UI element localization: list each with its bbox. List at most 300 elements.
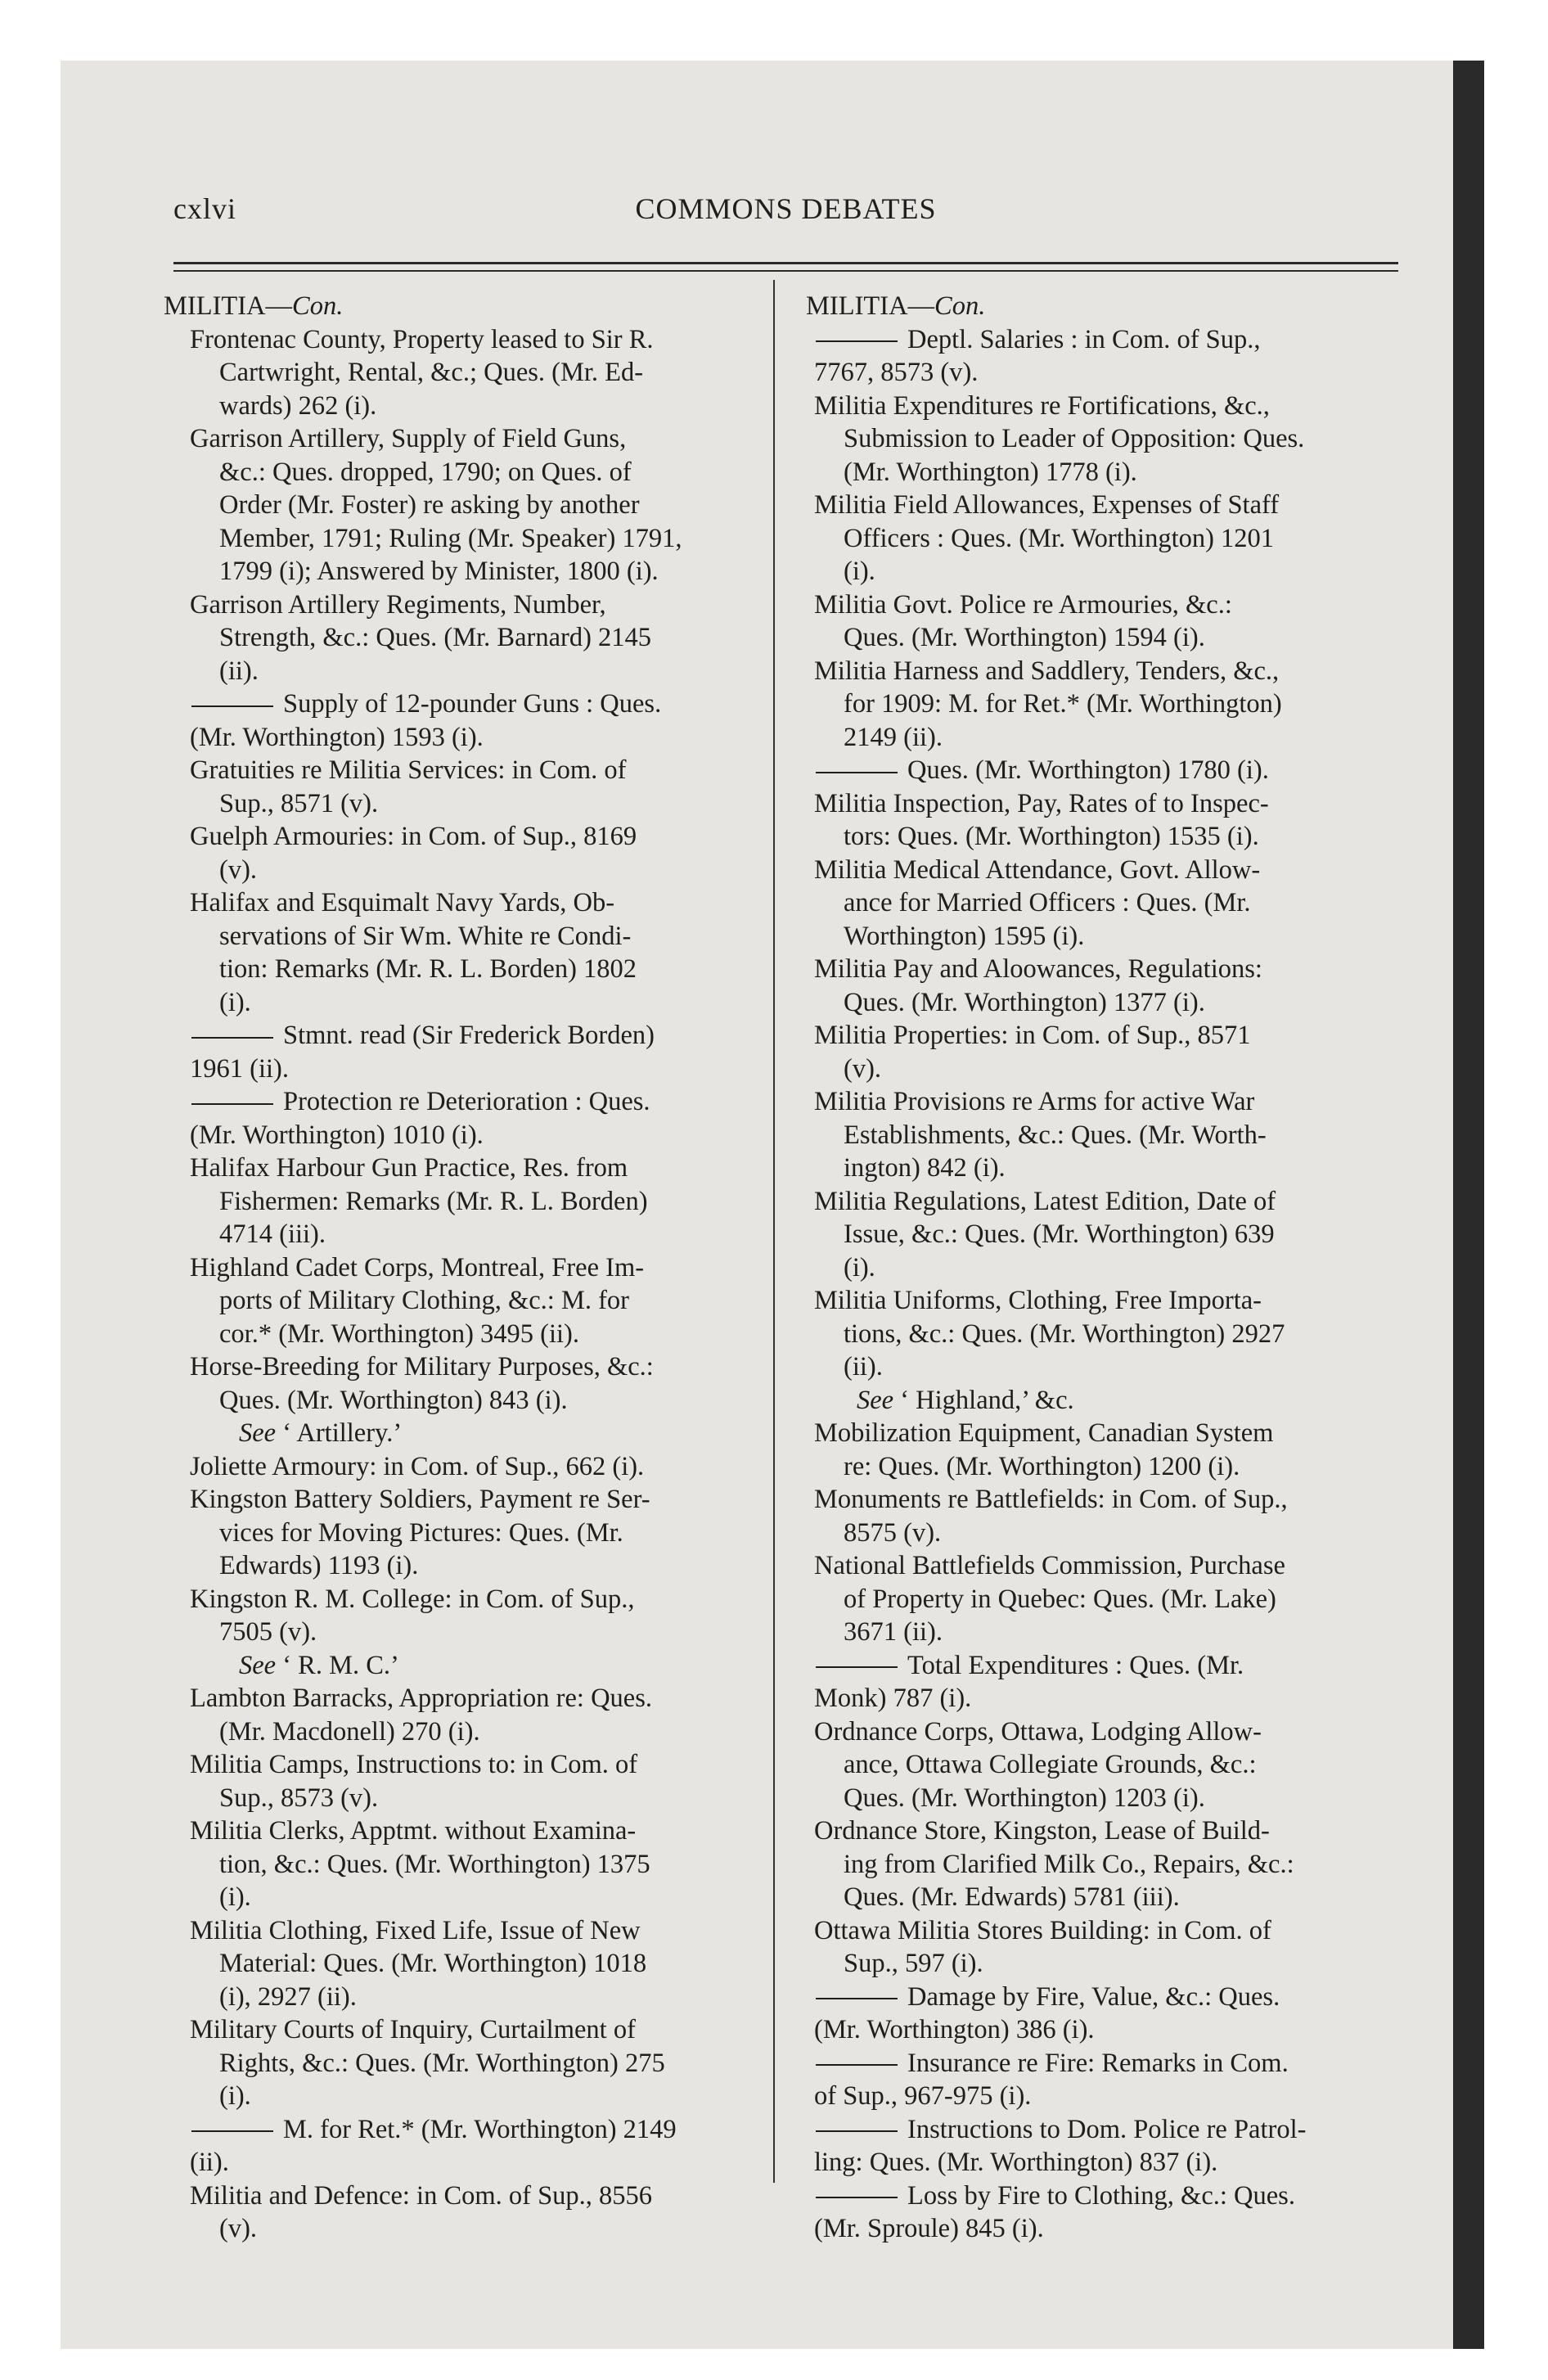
index-entry-line	[191, 356, 745, 390]
index-entry-text: Militia Camps, Instructions to: in Com. of	[190, 1750, 638, 1779]
index-entry	[164, 2179, 745, 2246]
index-entry-text: wards) 262 (i).	[219, 390, 377, 421]
index-entry-line	[191, 787, 745, 821]
index-entry-text: Total Expenditures : Ques. (Mr.	[907, 1650, 1244, 1680]
index-entry-text: Highland Cadet Corps, Montreal, Free Im-	[190, 1252, 645, 1282]
index-entry-line	[191, 2146, 745, 2179]
index-entry	[806, 1814, 1387, 1914]
index-entry-line	[191, 1947, 745, 1981]
index-entry	[164, 886, 745, 1019]
index-entry-line	[816, 1583, 1387, 1616]
index-entry-line	[191, 456, 745, 489]
index-entry-text: (v).	[219, 2214, 258, 2243]
index-entry-line	[816, 1450, 1387, 1484]
index-entry	[806, 1085, 1387, 1185]
index-entry-text: M. for Ret.* (Mr. Worthington) 2149	[283, 2114, 677, 2144]
index-entry-text: Establishments, &c.: Ques. (Mr. Worth-	[844, 1120, 1267, 1150]
index-entry-text: (ii).	[844, 1352, 883, 1382]
index-entry-line	[816, 1748, 1387, 1782]
see-label: See	[857, 1385, 894, 1415]
index-entry-text: cor.* (Mr. Worthington) 3495 (ii).	[219, 1318, 580, 1349]
index-column-left	[164, 290, 745, 2246]
index-entry-text: (Mr. Worthington) 1778 (i).	[844, 457, 1137, 487]
index-subentry	[164, 687, 745, 754]
index-entry-text: Ques. (Mr. Worthington) 1780 (i).	[907, 755, 1269, 785]
index-entry-line	[816, 1152, 1387, 1185]
index-entry-line	[191, 1782, 745, 1815]
index-entry-line	[191, 2179, 745, 2213]
index-entry	[164, 1251, 745, 1351]
index-entry-line	[191, 1384, 745, 1418]
index-entry	[806, 953, 1387, 1019]
index-entry-line	[191, 687, 745, 721]
index-entry-text: Militia Clothing, Fixed Life, Issue of New	[190, 1915, 641, 1945]
index-subentry	[806, 1649, 1387, 1715]
index-entry-text: 8575 (v).	[844, 1517, 942, 1548]
index-entry-text: Edwards) 1193 (i).	[219, 1551, 419, 1580]
index-subentry	[806, 1981, 1387, 2047]
index-entry-line	[191, 1085, 745, 1119]
page-number: cxlvi	[173, 192, 236, 225]
index-entry-text: tions, &c.: Ques. (Mr. Worthington) 2927	[844, 1318, 1285, 1349]
index-entry-line	[191, 2113, 745, 2147]
index-entry-text: ington) 842 (i).	[844, 1153, 1006, 1183]
index-subentry	[806, 754, 1387, 787]
index-entry-line	[816, 1981, 1387, 2014]
index-entry-line	[816, 2212, 1387, 2246]
index-entry	[164, 2013, 745, 2113]
index-entry-line	[816, 323, 1387, 357]
index-entry-line	[191, 422, 745, 456]
index-entry-line	[191, 1450, 745, 1484]
index-entry-line	[816, 2146, 1387, 2179]
index-entry	[806, 655, 1387, 755]
index-entry	[164, 1748, 745, 1814]
index-entry-text: Worthington) 1595 (i).	[844, 921, 1085, 951]
ditto-dash	[816, 2130, 898, 2132]
index-entry-line	[191, 2047, 745, 2080]
index-entry-text: Guelph Armouries: in Com. of Sup., 8169	[190, 822, 637, 851]
index-entry-text: Militia Field Allowances, Expenses of Staff	[814, 490, 1280, 520]
index-entry-text: Militia and Defence: in Com. of Sup., 8556	[190, 2180, 653, 2211]
index-entry-line	[816, 1119, 1387, 1152]
index-entry-text: Halifax and Esquimalt Navy Yards, Ob-	[190, 888, 615, 917]
index-entry	[806, 1914, 1387, 1981]
ditto-dash	[191, 1103, 273, 1105]
index-entry-line	[191, 1549, 745, 1583]
index-entry-text: ance for Married Officers : Ques. (Mr.	[844, 888, 1251, 917]
index-entry-text: Ques. (Mr. Edwards) 5781 (iii).	[844, 1882, 1180, 1912]
index-entry-line	[816, 1814, 1387, 1848]
index-entry-text: Frontenac County, Property leased to Sir R.	[190, 324, 654, 354]
index-entry-text: Kingston Battery Soldiers, Payment re Ser-	[190, 1485, 650, 1514]
index-entry-line	[191, 1483, 745, 1517]
index-entry-line	[816, 1483, 1387, 1517]
page-edge-shadow	[1453, 61, 1484, 2349]
ditto-dash	[816, 2064, 898, 2066]
index-entry-text: ‘ Highland,’ &c.	[900, 1385, 1074, 1415]
index-entry-text: tion, &c.: Ques. (Mr. Worthington) 1375	[219, 1849, 650, 1879]
index-entry-line	[191, 2080, 745, 2113]
index-entry	[164, 1152, 745, 1251]
index-entry-text: (i).	[219, 1882, 251, 1912]
index-entry-text: Instructions to Dom. Police re Patrol-	[907, 2114, 1307, 2144]
index-entry-line	[191, 1715, 745, 1749]
index-entry-line	[816, 1782, 1387, 1815]
index-entry-text: (Mr. Sproule) 845 (i).	[814, 2214, 1044, 2243]
index-entry-line	[191, 754, 745, 787]
index-entry-text: Joliette Armoury: in Com. of Sup., 662 (i).	[190, 1451, 645, 1481]
index-subentry	[806, 2047, 1387, 2113]
index-entry-line	[191, 1682, 745, 1715]
index-entry-text: 2149 (ii).	[844, 722, 943, 752]
index-entry-text: vices for Moving Pictures: Ques. (Mr.	[219, 1517, 623, 1548]
index-entry-line	[241, 1417, 745, 1450]
index-entry-line	[191, 1284, 745, 1318]
index-cross-reference	[806, 1384, 1387, 1418]
index-entry-line	[816, 1085, 1387, 1119]
index-entry-text: Officers : Ques. (Mr. Worthington) 1201	[844, 523, 1275, 553]
index-entry	[164, 1814, 745, 1914]
index-entry	[806, 588, 1387, 655]
index-subentry	[164, 2113, 745, 2179]
index-entry-line	[191, 1019, 745, 1053]
index-entry-line	[816, 721, 1387, 755]
index-entry-line	[191, 1616, 745, 1649]
index-entry-text: Militia Provisions re Arms for active War	[814, 1087, 1255, 1116]
index-entry-line	[816, 886, 1387, 920]
index-entry	[806, 1715, 1387, 1815]
index-entry-text: ‘ R. M. C.’	[282, 1650, 399, 1680]
index-entry-text: Militia Uniforms, Clothing, Free Importa-	[814, 1286, 1262, 1315]
index-entry-line	[816, 2047, 1387, 2080]
index-entry-line	[816, 1218, 1387, 1251]
index-entry-line	[816, 1019, 1387, 1053]
index-entry-text: 3671 (ii).	[844, 1617, 943, 1647]
index-entry-line	[191, 886, 745, 920]
index-entry-text: Stmnt. read (Sir Frederick Borden)	[283, 1021, 655, 1050]
index-entry-text: Ordnance Corps, Ottawa, Lodging Allow-	[814, 1716, 1262, 1747]
index-entry-text: Ordnance Store, Kingston, Lease of Build-	[814, 1816, 1270, 1846]
index-entry-line	[816, 1417, 1387, 1450]
index-entry-line	[816, 1284, 1387, 1318]
index-entry-text: Garrison Artillery, Supply of Field Guns,	[190, 424, 627, 453]
index-entry-line	[191, 655, 745, 688]
section-heading: MILITIA—Con.	[164, 291, 344, 321]
index-entry	[164, 1583, 745, 1649]
index-entry-text: 7767, 8573 (v).	[814, 358, 979, 387]
index-entry-text: Monk) 787 (i).	[814, 1684, 972, 1713]
index-entry-text: Kingston R. M. College: in Com. of Sup.,	[190, 1584, 635, 1614]
index-entry-text: (i).	[844, 557, 875, 586]
index-entry-line	[191, 1318, 745, 1351]
index-entry-text: ‘ Artillery.’	[282, 1418, 403, 1448]
index-entry-line	[816, 2113, 1387, 2147]
index-entry-text: Ques. (Mr. Worthington) 1203 (i).	[844, 1783, 1205, 1813]
index-entry-line	[191, 1218, 745, 1251]
index-entry	[806, 1019, 1387, 1085]
index-entry-line	[816, 1053, 1387, 1086]
index-entry-line	[191, 1251, 745, 1285]
index-entry-text: &c.: Ques. dropped, 1790; on Ques. of	[219, 457, 632, 487]
index-entry-text: (i).	[844, 1252, 875, 1282]
index-entry-line	[816, 2179, 1387, 2213]
ditto-dash	[816, 1998, 898, 1999]
see-label: See	[239, 1418, 277, 1448]
index-entry-text: of Property in Quebec: Ques. (Mr. Lake)	[844, 1584, 1276, 1614]
index-entry-text: Damage by Fire, Value, &c.: Ques.	[907, 1981, 1280, 2012]
see-label: See	[239, 1650, 277, 1680]
index-entry-line	[816, 1881, 1387, 1914]
index-entry-line	[191, 323, 745, 357]
index-entry-text: Militia Properties: in Com. of Sup., 8571	[814, 1021, 1251, 1050]
column-divider	[773, 280, 775, 2183]
index-entry-line	[191, 1748, 745, 1782]
index-entry-line	[191, 721, 745, 755]
index-entry-line	[816, 621, 1387, 655]
index-entry	[806, 489, 1387, 588]
index-entry-line	[816, 854, 1387, 887]
index-entry-line	[816, 2080, 1387, 2113]
index-entry-text: 7505 (v).	[219, 1617, 317, 1647]
ditto-dash	[191, 2130, 273, 2132]
index-entry-text: ling: Ques. (Mr. Worthington) 837 (i).	[814, 2148, 1218, 2177]
index-entry-text: Militia Medical Attendance, Govt. Allow-	[814, 854, 1261, 885]
index-entry-text: Ottawa Militia Stores Building: in Com. of	[814, 1915, 1271, 1945]
index-entry-line	[191, 1152, 745, 1185]
index-entry-text: Militia Clerks, Apptmt. without Examina-	[190, 1816, 637, 1846]
index-entry-line	[816, 1616, 1387, 1649]
index-entry-line	[816, 1848, 1387, 1882]
index-entry	[164, 820, 745, 886]
index-entry-text: ance, Ottawa Collegiate Grounds, &c.:	[844, 1750, 1257, 1779]
index-entry	[806, 1417, 1387, 1483]
index-entry-line	[191, 621, 745, 655]
index-entry-text: Sup., 8571 (v).	[219, 788, 379, 818]
index-entry-text: Submission to Leader of Opposition: Ques.	[844, 424, 1305, 453]
index-entry-text: (Mr. Macdonell) 270 (i).	[219, 1716, 480, 1747]
index-entry-line	[191, 1848, 745, 1882]
index-entry	[806, 1549, 1387, 1649]
index-entry-text: Military Courts of Inquiry, Curtailment of	[190, 2015, 636, 2044]
index-entry-line	[191, 1185, 745, 1219]
index-entry-text: Gratuities re Militia Services: in Com. of	[190, 755, 627, 785]
index-subentry	[164, 1019, 745, 1085]
index-entry-text: re: Ques. (Mr. Worthington) 1200 (i).	[844, 1451, 1240, 1481]
index-entry-text: Militia Govt. Police re Armouries, &c.:	[814, 589, 1232, 620]
index-entry-text: Mobilization Equipment, Canadian System	[814, 1418, 1274, 1448]
index-entry-text: Garrison Artillery Regiments, Number,	[190, 589, 606, 620]
index-entry-text: 4714 (iii).	[219, 1219, 326, 1249]
index-entry-line	[816, 1251, 1387, 1285]
index-entry-text: (ii).	[219, 656, 259, 686]
index-entry-text: Ques. (Mr. Worthington) 843 (i).	[219, 1385, 568, 1415]
index-entry-line	[816, 1549, 1387, 1583]
index-entry-text: Militia Regulations, Latest Edition, Date of	[814, 1186, 1276, 1216]
index-entry-text: (Mr. Worthington) 1593 (i).	[190, 722, 484, 752]
index-entry-line	[816, 953, 1387, 986]
index-entry-text: Sup., 8573 (v).	[219, 1783, 379, 1813]
index-entry-text: 1799 (i); Answered by Minister, 1800 (i).	[219, 557, 659, 586]
index-entry-text: Rights, &c.: Ques. (Mr. Worthington) 275	[219, 2048, 665, 2078]
index-entry-line	[816, 422, 1387, 456]
index-entry-text: Protection re Deterioration : Ques.	[283, 1087, 650, 1116]
ditto-dash	[816, 2197, 898, 2198]
index-entry-line	[191, 489, 745, 522]
index-entry-text: Order (Mr. Foster) re asking by another	[219, 490, 640, 520]
index-entry-line	[191, 1517, 745, 1550]
index-entry-line	[191, 1583, 745, 1616]
index-entry-text: (i).	[219, 987, 251, 1017]
index-entry	[806, 854, 1387, 953]
index-entry-line	[816, 820, 1387, 854]
index-entry-text: ing from Clarified Milk Co., Repairs, &c.:	[844, 1849, 1294, 1879]
running-head: COMMONS DEBATES	[635, 192, 937, 225]
index-entry-text: Monuments re Battlefields: in Com. of Sup.,	[814, 1485, 1288, 1514]
index-entry-text: (i), 2927 (ii).	[219, 1981, 357, 2012]
index-entry	[164, 422, 745, 588]
index-entry	[806, 390, 1387, 489]
index-entry-line	[816, 655, 1387, 688]
index-entry-line	[241, 1649, 745, 1683]
index-entry-text: Ques. (Mr. Worthington) 1594 (i).	[844, 623, 1205, 652]
index-entry-line	[191, 522, 745, 556]
index-entry-line	[191, 2212, 745, 2246]
index-entry	[806, 787, 1387, 854]
index-entry-text: ports of Military Clothing, &c.: M. for	[219, 1286, 630, 1315]
ditto-dash	[816, 340, 898, 342]
index-entry-text: Militia Inspection, Pay, Rates of to Inspec-	[814, 788, 1269, 818]
index-entry	[806, 1185, 1387, 1285]
index-cross-reference	[164, 1417, 745, 1450]
ditto-dash	[816, 1666, 898, 1668]
index-entry-text: Supply of 12-pounder Guns : Ques.	[283, 689, 662, 719]
index-entry-line	[191, 1814, 745, 1848]
index-entry-line	[816, 1914, 1387, 1948]
index-entry	[164, 1350, 745, 1417]
index-entry-line	[816, 1715, 1387, 1749]
index-entry-line	[191, 986, 745, 1020]
index-entry-line	[191, 953, 745, 986]
index-entry	[164, 323, 745, 423]
index-entry-text: Ques. (Mr. Worthington) 1377 (i).	[844, 987, 1205, 1017]
index-entry	[164, 1914, 745, 2014]
index-entry-text: National Battlefields Commission, Purchase	[814, 1551, 1285, 1580]
index-entry-line	[816, 2013, 1387, 2047]
index-entry-text: Militia Pay and Aloowances, Regulations:	[814, 954, 1262, 984]
index-entry-line	[191, 1981, 745, 2014]
index-entry-text: Loss by Fire to Clothing, &c.: Ques.	[907, 2180, 1295, 2211]
index-entry-line	[191, 588, 745, 622]
header-rule-top	[173, 262, 1398, 264]
index-subentry	[806, 2179, 1387, 2246]
index-entry-text: Cartwright, Rental, &c.; Ques. (Mr. Ed-	[219, 358, 644, 387]
index-entry	[164, 1450, 745, 1484]
index-entry-line	[816, 1682, 1387, 1715]
index-entry-text: Member, 1791; Ruling (Mr. Speaker) 1791,	[219, 523, 682, 553]
index-entry-line	[816, 390, 1387, 423]
index-entry-line	[816, 1947, 1387, 1981]
ditto-dash	[816, 772, 898, 773]
index-entry-line	[816, 1185, 1387, 1219]
index-entry	[164, 1483, 745, 1583]
index-entry-line	[816, 456, 1387, 489]
index-entry-text: Sup., 597 (i).	[844, 1949, 983, 1978]
index-entry-line	[816, 555, 1387, 588]
index-entry-text: (v).	[844, 1053, 882, 1084]
index-entry-line	[191, 1350, 745, 1384]
page-header	[173, 192, 1398, 241]
index-entry-line	[816, 986, 1387, 1020]
index-entry-text: Militia Expenditures re Fortifications, &c.,	[814, 390, 1270, 421]
index-entry-text: tion: Remarks (Mr. R. L. Borden) 1802	[219, 954, 637, 984]
index-entry-line	[816, 1318, 1387, 1351]
index-entry-line	[191, 1053, 745, 1086]
index-entry-line	[816, 1350, 1387, 1384]
index-entry-text: Militia Harness and Saddlery, Tenders, &c.,	[814, 656, 1280, 686]
index-entry-text: Halifax Harbour Gun Practice, Res. from	[190, 1153, 628, 1183]
index-entry-line	[191, 1914, 745, 1948]
index-entry-line	[816, 489, 1387, 522]
index-entry-text: Issue, &c.: Ques. (Mr. Worthington) 639	[844, 1219, 1275, 1249]
index-entry-text: for 1909: M. for Ret.* (Mr. Worthington)	[844, 689, 1282, 719]
index-entry-line	[816, 920, 1387, 953]
index-entry-line	[816, 687, 1387, 721]
index-entry-text: Deptl. Salaries : in Com. of Sup.,	[907, 324, 1261, 354]
index-entry-line	[191, 920, 745, 953]
index-entry	[806, 1483, 1387, 1549]
index-entry-line	[858, 1384, 1387, 1418]
index-column-right	[806, 290, 1387, 2246]
index-subentry	[806, 323, 1387, 390]
index-entry-line	[816, 1649, 1387, 1683]
index-entry-text: 1961 (ii).	[190, 1053, 289, 1084]
index-entry-line	[191, 555, 745, 588]
index-subentry	[164, 1085, 745, 1152]
index-entry	[164, 588, 745, 688]
index-entry	[164, 754, 745, 820]
index-entry-text: (ii).	[190, 2148, 229, 2177]
index-entry-line	[191, 390, 745, 423]
ditto-dash	[191, 1037, 273, 1039]
index-entry-line	[191, 820, 745, 854]
index-subentry	[806, 2113, 1387, 2179]
index-entry-text: Lambton Barracks, Appropriation re: Ques.	[190, 1684, 652, 1713]
header-rule-bottom	[173, 270, 1398, 272]
index-entry-line	[816, 754, 1387, 787]
index-entry-line	[191, 854, 745, 887]
section-heading: MILITIA—Con.	[806, 291, 986, 321]
index-entry-text: Horse-Breeding for Military Purposes, &c.:	[190, 1352, 654, 1382]
index-entry-line	[191, 1119, 745, 1152]
index-entry-line	[191, 2013, 745, 2047]
index-entry-text: Material: Ques. (Mr. Worthington) 1018	[219, 1949, 647, 1978]
index-cross-reference	[164, 1649, 745, 1683]
index-entry-line	[191, 1881, 745, 1914]
index-entry-text: (Mr. Worthington) 386 (i).	[814, 2015, 1095, 2044]
index-entry-line	[816, 522, 1387, 556]
index-entry-text: Fishermen: Remarks (Mr. R. L. Borden)	[219, 1186, 648, 1216]
index-entry-text: Strength, &c.: Ques. (Mr. Barnard) 2145	[219, 623, 652, 652]
index-entry-line	[816, 1517, 1387, 1550]
index-entry-text: Insurance re Fire: Remarks in Com.	[907, 2048, 1289, 2078]
index-entry-line	[816, 787, 1387, 821]
index-entry	[806, 1284, 1387, 1384]
index-entry-line	[816, 588, 1387, 622]
index-entry-text: (i).	[219, 2081, 251, 2111]
index-entry-text: tors: Ques. (Mr. Worthington) 1535 (i).	[844, 822, 1259, 851]
ditto-dash	[191, 705, 273, 707]
